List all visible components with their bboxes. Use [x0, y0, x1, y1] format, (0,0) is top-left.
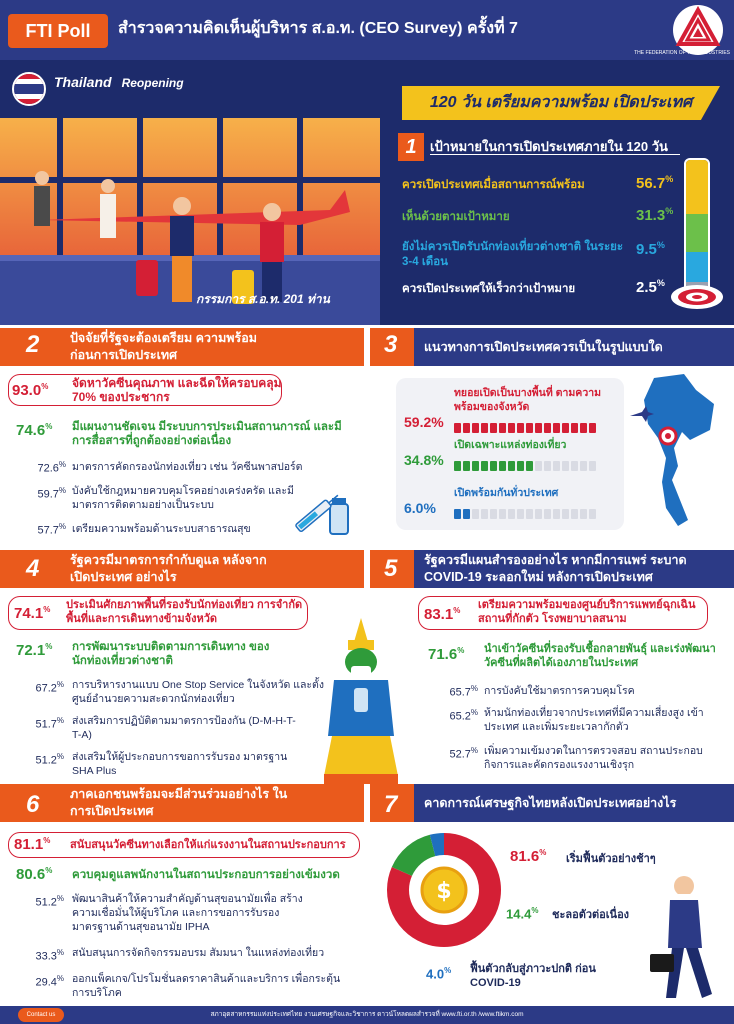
q7-item-text: ชะลอตัวต่อเนื่อง: [552, 909, 630, 921]
q2-pct-number: 74.6: [16, 422, 46, 439]
q3-bar-segment: [553, 423, 560, 433]
q3-option-pct: 34.8%: [404, 452, 444, 468]
q4-pct: 51.2%: [35, 752, 64, 767]
q2-pct-number: 59.7: [37, 488, 59, 501]
q4-pct-number: 51.2: [35, 754, 57, 767]
q4-item-text: ส่งเสริมให้ผู้ประกอบการขอการรับรอง มาตรฐาน SHA Plus: [72, 751, 288, 777]
q6-title: ภาคเอกชนพร้อมจะมีส่วนร่วมอย่างไร ในการเปิดประเทศ: [70, 787, 288, 818]
airport-illustration: [0, 60, 380, 325]
q3-bar-segment: [463, 461, 470, 471]
q2-item-text: มาตรการคัดกรองนักท่องเที่ยว เช่น วัคซีนพาสปอร์ต: [72, 461, 303, 473]
q4-top-pct: 74.1%: [14, 605, 51, 622]
q6-pct-number: 80.6: [16, 866, 46, 883]
q3-bar-segment: [562, 461, 569, 471]
q5-pct-number: 71.6: [428, 646, 458, 663]
q7-pct: 14.4%: [506, 906, 539, 922]
q7-donut-slice: [433, 844, 444, 845]
country-label: Thailand: [54, 74, 112, 90]
q1-divider: [430, 154, 680, 155]
q3-bar-segment: [571, 509, 578, 519]
q1-item-label: เห็นด้วยตามเป้าหมาย: [402, 211, 510, 223]
q3-bar-segment: [589, 509, 596, 519]
q1-item-value: 2.5%: [636, 278, 665, 296]
q7-pct: 81.6%: [510, 848, 547, 865]
q3-bar-segment: [562, 423, 569, 433]
q3-bar-segment: [562, 509, 569, 519]
q2-title: ปัจจัยที่รัฐจะต้องเตรียม ความพร้อม ก่อนการเปิดประเทศ: [70, 331, 258, 362]
q2-item-text: บังคับใช้กฎหมายควบคุมโรคอย่างเคร่งครัด และมีมาตรการติดตามอย่างเป็นระบบ: [72, 485, 294, 511]
q7-item-text: เริ่มฟื้นตัวอย่างช้าๆ: [566, 853, 656, 865]
thailand-map-icon: [624, 370, 728, 530]
q5-pct-number: 65.2: [449, 710, 471, 723]
q6-pct-number: 51.2: [35, 896, 57, 909]
q3-bar-segment: [490, 423, 497, 433]
fti-poll-badge: FTI Poll: [8, 14, 108, 48]
q5-item-text: เตรียมความพร้อมของศูนย์บริการแพทย์ฉุกเฉิน สถานที่กักตัว โรงพยาบาลสนาม: [478, 599, 696, 625]
q2-item-text: เตรียมความพร้อมด้านระบบสาธารณสุข: [72, 523, 251, 535]
q6-item-text: ออกแพ็คเกจ/โปรโมชั่นลดราคาสินค้าและบริการ เพื่อกระตุ้นการบริโภค: [72, 973, 341, 999]
q5-top-pct: 83.1%: [424, 606, 461, 623]
q3-bar-segment: [571, 423, 578, 433]
q3-bar-segment: [472, 423, 479, 433]
q6-pct-number: 81.1: [14, 836, 44, 853]
headline-text: 120 วัน เตรียมความพร้อม เปิดประเทศ: [429, 94, 693, 111]
q5-pct: 65.2%: [449, 708, 478, 723]
q5-item-text: ห้ามนักท่องเที่ยวจากประเทศที่มีความเสี่ยงสูง เข้าประเทศ และเพิ่มระยะเวลากักตัว: [484, 707, 704, 733]
q3-bar-segment: [472, 509, 479, 519]
q3-bar-segment: [463, 423, 470, 433]
q3-bar-segment: [580, 509, 587, 519]
q2-pct: 59.7%: [37, 486, 66, 501]
q4-pct: 51.7%: [35, 716, 64, 731]
q4-number: 4: [26, 555, 40, 582]
q1-item-label: ควรเปิดประเทศเมื่อสถานการณ์พร้อม: [402, 179, 585, 191]
q5-pct-number: 52.7: [449, 748, 471, 761]
q7-item-text: ฟื้นตัวกลับสู่ภาวะปกติ ก่อน COVID-19: [470, 963, 596, 989]
q6-item-text: พัฒนาสินค้าให้ความสำคัญด้านสุขอนามัยเพื่อ สร้างความเชื่อมั่นให้ผู้บริโภค และการขอการรับรอง มาตรฐานด้านสุขอนามัย IPHA: [72, 893, 303, 933]
q3-bar-segment: [544, 509, 551, 519]
gauge-seg-yellow: [686, 160, 708, 214]
q3-bar-segment: [571, 461, 578, 471]
q1-title: เป้าหมายในการเปิดประเทศภายใน 120 วัน: [430, 139, 668, 154]
q3-bar-segment: [499, 461, 506, 471]
q3-bar-segment: [589, 423, 596, 433]
q6-pct: 33.3%: [35, 948, 64, 963]
q1-value-number: 56.7: [636, 175, 666, 192]
q2-pct-number: 93.0: [12, 382, 42, 399]
q3-bar-segment: [535, 509, 542, 519]
q3-bar-segment: [499, 423, 506, 433]
q3-bar-segment: [580, 423, 587, 433]
q1-value-number: 2.5: [636, 279, 657, 296]
gauge-seg-green: [686, 214, 708, 252]
fti-logo-icon: [672, 4, 724, 56]
q7-pct-number: 81.6: [510, 848, 540, 865]
contact-badge[interactable]: Contact us: [18, 1008, 64, 1022]
q5-pct-number: 83.1: [424, 606, 454, 623]
q5-pct: 65.7%: [449, 684, 478, 699]
q3-title: แนวทางการเปิดประเทศควรเป็นในรูปแบบใด: [424, 340, 663, 354]
q1-gauge-bar: [684, 158, 710, 298]
q4-pct-number: 51.7: [35, 718, 57, 731]
q3-bar-segment: [481, 461, 488, 471]
q7-title: คาดการณ์เศรษฐกิจไทยหลังเปิดประเทศอย่างไร: [424, 796, 677, 810]
q7-number: 7: [384, 791, 398, 818]
q6-pct-number: 33.3: [35, 950, 57, 963]
q6-pct-number: 29.4: [35, 976, 57, 989]
gauge-seg-blue: [686, 252, 708, 282]
q3-bar-segment: [544, 423, 551, 433]
page-title: สำรวจความคิดเห็นผู้บริหาร ส.อ.ท. (CEO Survey) ครั้งที่ 7: [118, 20, 518, 37]
businessman-walking-icon: [640, 870, 726, 1004]
q3-bar-segment: [463, 509, 470, 519]
q5-item-text: เพิ่มความเข้มงวดในการตรวจสอบ สถานประกอบกิจการและคัดกรองแรงงานเชิงรุก: [484, 745, 703, 771]
q5-title: รัฐควรมีแผนสำรองอย่างไร หากมีการแพร่ ระบาด COVID-19 ระลอกใหม่ หลังการเปิดประเทศ: [424, 553, 687, 584]
q3-bar-segment: [580, 461, 587, 471]
q1-item-label: ยังไม่ควรเปิดรับนักท่องเที่ยวต่างชาติ ในระยะ 3-4 เดือน: [402, 241, 624, 268]
q2-pct-number: 57.7: [37, 524, 59, 537]
q3-bar-segment: [490, 509, 497, 519]
q3-option-bar: [454, 504, 624, 523]
q4-item-text: การบริหารงานแบบ One Stop Service ในจังหวัด และตั้งศูนย์อำนวยความสะดวกนักท่องเที่ยว: [72, 679, 325, 705]
q6-pct: 51.2%: [35, 894, 64, 909]
q3-bar-segment: [517, 423, 524, 433]
q6-item-text: ควบคุมดูแลพนักงานในสถานประกอบการอย่างเข้มงวด: [72, 869, 340, 881]
q3-bar-segment: [526, 509, 533, 519]
q3-bar-segment: [508, 509, 515, 519]
q2-item-text: จัดหาวัคซีนคุณภาพ และฉีดให้ครอบคลุม 70% ของประชากร: [72, 376, 282, 404]
q3-bar-segment: [481, 509, 488, 519]
q3-bar-segment: [454, 423, 461, 433]
q3-bar-segment: [508, 461, 515, 471]
q3-bar-segment: [517, 461, 524, 471]
q1-item-value: 31.3%: [636, 206, 674, 224]
q6-top-pct: 81.1%: [14, 836, 51, 853]
vaccine-syringe-icon: [290, 478, 356, 538]
q3-option-label: เปิดพร้อมกันทั่วประเทศ: [454, 487, 559, 499]
q3-option-bar: [454, 418, 624, 437]
q3-bar-segment: [472, 461, 479, 471]
q5-item-text: นำเข้าวัคซีนที่รองรับเชื้อกลายพันธุ์ และเร่งพัฒนา วัคซีนที่ผลิตได้เองภายในประเทศ: [484, 643, 716, 669]
q7-donut-chart: [384, 830, 504, 950]
reopening-tag: Reopening: [121, 76, 184, 90]
dollar-sign-glyph: $: [436, 879, 452, 904]
q1-value-number: 9.5: [636, 241, 657, 258]
q2-item-text: มีแผนงานชัดเจน มีระบบการประเมินสถานการณ์ และมีการสื่อสารที่ถูกต้องอย่างต่อเนื่อง: [72, 421, 342, 447]
q2-pct: 57.7%: [37, 522, 66, 537]
q4-title: รัฐควรมีมาตรการกำกับดูแล หลังจาก เปิดประเทศ อย่างไร: [70, 553, 267, 584]
q3-bar-segment: [454, 461, 461, 471]
q4-pct: 67.2%: [35, 680, 64, 695]
q4-pct: 72.1%: [16, 642, 53, 659]
q6-pct: 29.4%: [35, 974, 64, 989]
q3-bar-segment: [535, 423, 542, 433]
q1-number: 1: [398, 133, 424, 161]
q3-bar-segment: [553, 509, 560, 519]
q6-item-text: สนับสนุนวัคซีนทางเลือกให้แก่แรงงานในสถานประกอบการ: [70, 839, 346, 851]
q5-item-text: การบังคับใช้มาตรการควบคุมโรค: [484, 685, 635, 697]
q6-item-text: สนับสนุนการจัดกิจกรรมอบรม สัมมนา ในแหล่งท่องเที่ยว: [72, 947, 325, 959]
q3-bar-segment: [535, 461, 542, 471]
q3-bar-segment: [526, 461, 533, 471]
q3-option-pct: 59.2%: [404, 414, 444, 430]
q3-bar-segment: [544, 461, 551, 471]
q5-number: 5: [384, 555, 398, 582]
q3-bar-segment: [481, 423, 488, 433]
thailand-reopening-label: [54, 74, 184, 90]
q7-pct-number: 4.0: [426, 966, 445, 982]
q3-option-label: เปิดเฉพาะแหล่งท่องเที่ยว: [454, 439, 567, 451]
q2-pct: 74.6%: [16, 422, 53, 439]
q3-bar-segment: [589, 461, 596, 471]
q4-pct-number: 74.1: [14, 605, 44, 622]
q2-top-pct: 93.0%: [12, 382, 49, 399]
q2-number: 2: [26, 331, 40, 358]
q1-item-label: ควรเปิดประเทศให้เร็วกว่าเป้าหมาย: [402, 283, 576, 295]
q3-chart: [396, 378, 624, 530]
q2-pct: 72.6%: [37, 460, 66, 475]
q3-option-label: ทยอยเปิดเป็นบางพื้นที่ ตามความพร้อมของจังหวัด: [454, 387, 602, 413]
q5-pct: 52.7%: [449, 746, 478, 761]
q2-pct-number: 72.6: [37, 462, 59, 475]
q5-pct-number: 65.7: [449, 686, 471, 699]
q3-bar-segment: [454, 509, 461, 519]
q3-bar-segment: [490, 461, 497, 471]
q3-option-bar: [454, 456, 624, 475]
q4-item-text: การพัฒนาระบบติดตามการเดินทาง ของนักท่องเที่ยวต่างชาติ: [72, 641, 270, 667]
q3-bar-segment: [553, 461, 560, 471]
q1-value-number: 31.3: [636, 207, 666, 224]
q1-item-value: 9.5%: [636, 240, 665, 258]
q3-bar-segment: [517, 509, 524, 519]
q4-item-text: ส่งเสริมการปฏิบัติตามมาตรการป้องกัน (D-M-H-T-T-A): [72, 715, 296, 741]
respondent-count: กรรมการ ส.อ.ท. 201 ท่าน: [196, 292, 330, 306]
q3-bar-segment: [508, 423, 515, 433]
q5-pct: 71.6%: [428, 646, 465, 663]
q7-pct-number: 14.4: [506, 906, 532, 922]
q4-pct-number: 72.1: [16, 642, 46, 659]
q6-pct: 80.6%: [16, 866, 53, 883]
thailand-flag-icon: [12, 72, 46, 106]
q7-donut-slice: [402, 845, 433, 871]
q3-bar-segment: [526, 423, 533, 433]
q6-number: 6: [26, 791, 40, 818]
footer-bar: สภาอุตสาหกรรมแห่งประเทศไทย งานเศรษฐกิจและวิชาการ ดาวน์โหลดผลสำรวจที่ www.fti.or.th /www.ftikm.com: [0, 1006, 734, 1024]
thai-giant-guardian-icon: [318, 616, 404, 786]
q4-item-text: ประเมินศักยภาพพื้นที่รองรับนักท่องเที่ยว การจำกัดพื้นที่และการเดินทางข้ามจังหวัด: [66, 599, 303, 625]
q4-pct-number: 67.2: [35, 682, 57, 695]
logo-caption: THE FEDERATION OF THAI INDUSTRIES: [634, 50, 730, 56]
q3-number: 3: [384, 331, 398, 358]
q3-option-pct: 6.0%: [404, 500, 436, 516]
q1-item-value: 56.7%: [636, 174, 674, 192]
q7-pct: 4.0%: [426, 966, 452, 982]
target-icon: [670, 284, 724, 310]
q3-bar-segment: [499, 509, 506, 519]
